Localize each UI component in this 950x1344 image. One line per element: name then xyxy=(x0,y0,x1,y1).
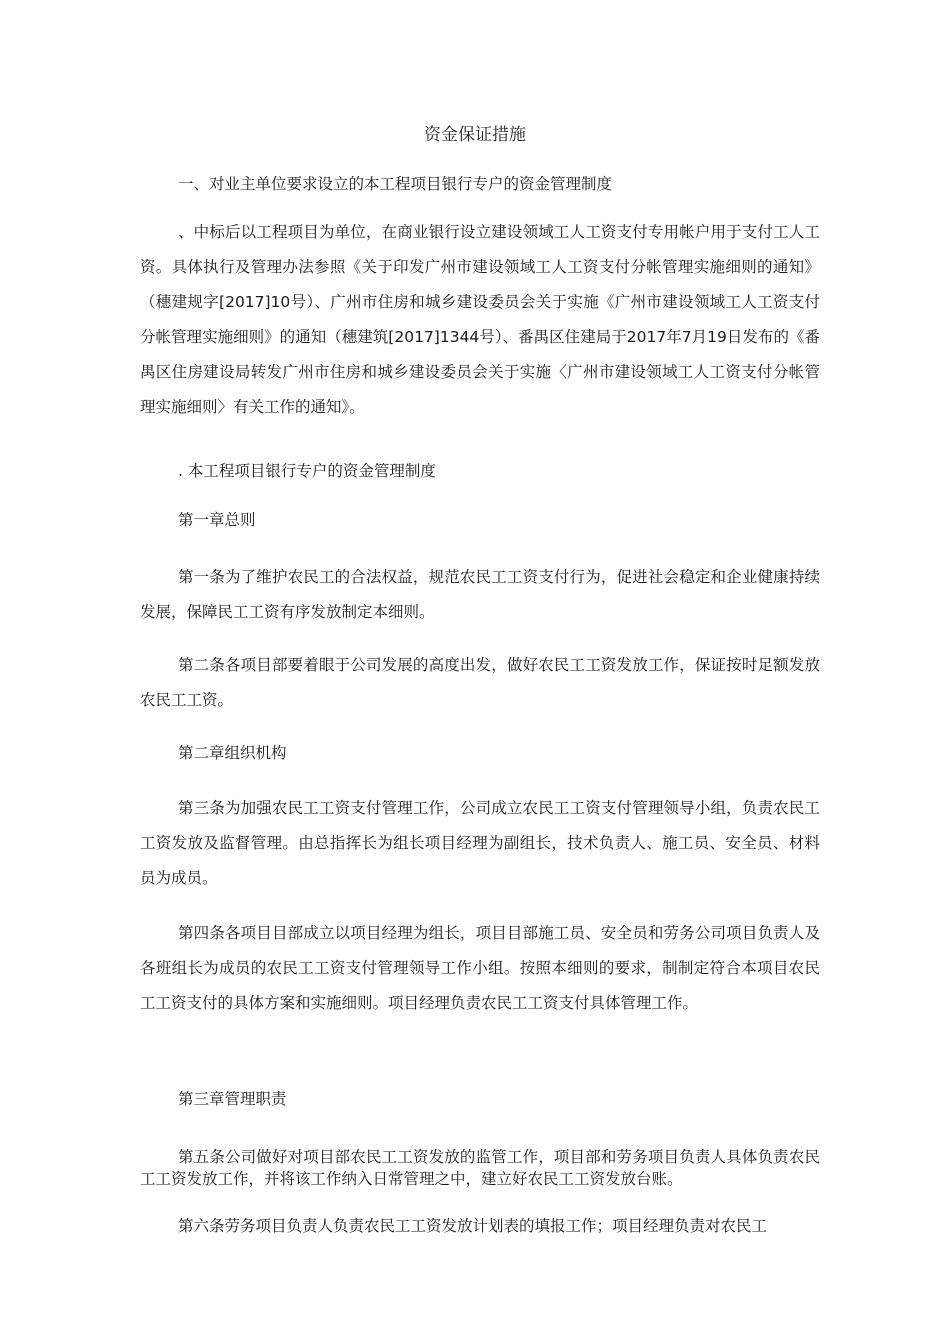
paragraph-article-1: 第一条为了维护农民工的合法权益，规范农民工工资支付行为，促进社会稳定和企业健康持续发展，保障民工工资有序发放制定本细则。 xyxy=(140,568,820,621)
heading-chapter-1: 第一章总则 xyxy=(178,511,256,529)
paragraph-article-3: 第三条为加强农民工工资支付管理工作，公司成立农民工工资支付管理领导小组，负责农民工工资发放及监督管理。由总指挥长为组长项目经理为副组长，技术负责人、施工员、安全员、材料员为成员。 xyxy=(140,799,820,887)
heading-account-management: . 本工程项目银行专户的资金管理制度 xyxy=(178,462,436,480)
paragraph-article-2: 第二条各项目部要着眼于公司发展的高度出发，做好农民工工资发放工作，保证按时足额发放农民工工资。 xyxy=(140,656,820,709)
document-title: 资金保证措施 xyxy=(424,125,526,145)
paragraph-bank-account: 、中标后以工程项目为单位，在商业银行设立建设领域工人工资支付专用帐户用于支付工人工资。具体执行及管理办法参照《关于印发广州市建设领域工人工资支付分帐管理实施细则的通知》（穗建规字[2017]10号）、广州市住房和城乡建设委员会关于实施《广州市建设领域工人工资支付分帐管理实施细则》的通知（穗建筑[2017]1344号）、番禺区住建局于2017年7月19日发布的《番禺区住房建设局转发广州市住房和城乡建设委员会关于实施〈广州市建设领域工人工资支付分帐管理实施细则〉有关工作的通知》。 xyxy=(140,223,820,416)
paragraph-article-6: 第六条劳务项目负责人负责农民工工资发放计划表的填报工作；项目经理负责对农民工 xyxy=(178,1217,768,1235)
paragraph-article-5: 第五条公司做好对项目部农民工工资发放的监管工作，项目部和劳务项目负责人具体负责农民工工资发放工作，并将该工作纳入日常管理之中，建立好农民工工资发放台账。 xyxy=(140,1148,820,1188)
heading-chapter-2: 第二章组织机构 xyxy=(178,744,287,762)
heading-section-1: 一、对业主单位要求设立的本工程项目银行专户的资金管理制度 xyxy=(178,175,613,193)
heading-chapter-3: 第三章管理职责 xyxy=(178,1090,287,1108)
paragraph-article-4: 第四条各项目目部成立以项目经理为组长，项目目部施工员、安全员和劳务公司项目负责人及各班组长为成员的农民工工资支付管理领导工作小组。按照本细则的要求，制制定符合本项目农民工工资支付的具体方案和实施细则。项目经理负责农民工工资支付具体管理工作。 xyxy=(140,924,820,1012)
